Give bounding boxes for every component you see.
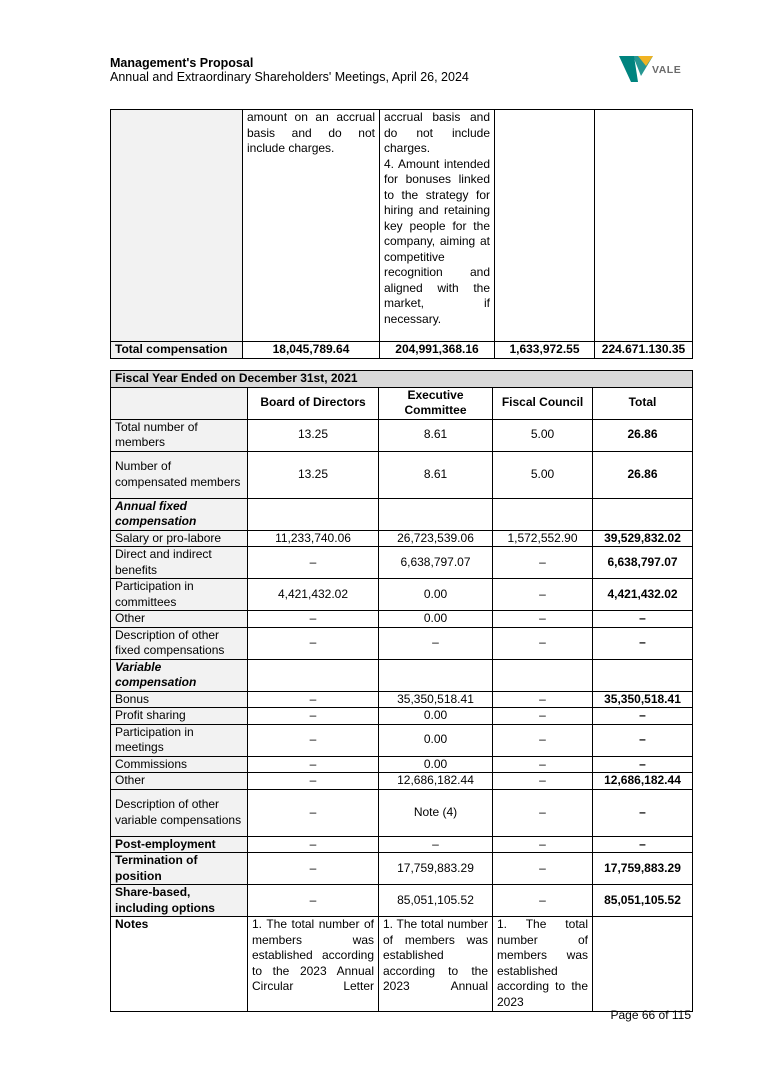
- column-header: Fiscal Council: [493, 387, 593, 419]
- table-cell: [111, 110, 243, 342]
- table-cell: 26.86: [593, 419, 693, 451]
- table-cell: 1. The total number of members was established according to the 2023 Annual: [379, 917, 493, 1012]
- table-cell: –: [248, 836, 379, 853]
- row-label: Other: [111, 611, 248, 628]
- table-cell: 35,350,518.41: [593, 691, 693, 708]
- table-cell: 12,686,182.44: [379, 773, 493, 790]
- logo-wordmark: VALE: [652, 64, 682, 76]
- table-cell: 18,045,789.64: [243, 342, 380, 359]
- table-row: [111, 885, 693, 917]
- row-label: Direct and indirect benefits: [111, 547, 248, 579]
- table-cell: 4,421,432.02: [248, 579, 379, 611]
- table-row: [111, 691, 693, 708]
- table-row: [111, 708, 693, 725]
- table-cell: [248, 498, 379, 530]
- table-cell: 17,759,883.29: [593, 853, 693, 885]
- table-cell: –: [493, 885, 593, 917]
- row-label: Notes: [111, 917, 248, 1012]
- row-label: Share-based, including options: [111, 885, 248, 917]
- table-cell: [379, 498, 493, 530]
- table-cell: –: [248, 724, 379, 756]
- cell-text: accrual basis and do not include charges.: [384, 110, 490, 155]
- table-cell: –: [593, 724, 693, 756]
- table-row: [111, 659, 693, 691]
- table-cell: –: [493, 547, 593, 579]
- row-label: Participation in committees: [111, 579, 248, 611]
- column-header: Executive Committee: [379, 387, 493, 419]
- table-cell: 8.61: [379, 419, 493, 451]
- table-cell: 6,638,797.07: [379, 547, 493, 579]
- table-cell: 204,991,368.16: [380, 342, 495, 359]
- table-cell: –: [248, 789, 379, 836]
- row-label: Post-employment: [111, 836, 248, 853]
- table-cell: 4,421,432.02: [593, 579, 693, 611]
- table-cell: 85,051,105.52: [379, 885, 493, 917]
- row-label: Annual fixed compensation: [111, 498, 248, 530]
- table-cell: –: [593, 627, 693, 659]
- row-label: Description of other variable compensations: [111, 789, 248, 836]
- table-cell: 8.61: [379, 451, 493, 498]
- table-row: [111, 627, 693, 659]
- cell-text: 4. Amount intended for bonuses linked to the strategy for hiring and retaining key people for the company, aiming at competitive recognition and aligned with the market, if necessary.: [384, 156, 490, 326]
- table-cell: 13.25: [248, 451, 379, 498]
- table-cell: 6,638,797.07: [593, 547, 693, 579]
- table-cell: –: [493, 627, 593, 659]
- vale-logo-icon: [619, 52, 653, 82]
- row-label: Total compensation: [111, 342, 243, 359]
- table-cell: 17,759,883.29: [379, 853, 493, 885]
- table-title-row: [111, 371, 693, 388]
- table-cell: –: [248, 691, 379, 708]
- row-label: Number of compensated members: [111, 451, 248, 498]
- table-cell: –: [493, 611, 593, 628]
- table-cell: [243, 110, 380, 342]
- table-cell: [593, 659, 693, 691]
- vale-logo: [619, 52, 691, 82]
- row-label: Total number of members: [111, 419, 248, 451]
- table-cell: –: [493, 836, 593, 853]
- table-cell: –: [593, 789, 693, 836]
- table-row: [111, 498, 693, 530]
- table-cell: –: [493, 773, 593, 790]
- table-cell: –: [248, 885, 379, 917]
- table-cell: 0.00: [379, 611, 493, 628]
- table-cell: 0.00: [379, 756, 493, 773]
- table-cell: 12,686,182.44: [593, 773, 693, 790]
- table-cell: 11,233,740.06: [248, 530, 379, 547]
- table-row: [111, 836, 693, 853]
- table-cell: –: [493, 579, 593, 611]
- table-cell: –: [379, 627, 493, 659]
- table-cell: –: [593, 611, 693, 628]
- table-cell: [593, 498, 693, 530]
- table-cell: 39,529,832.02: [593, 530, 693, 547]
- page-header: [110, 56, 469, 85]
- table-row: [111, 547, 693, 579]
- page-number: Page 66 of 115: [610, 1008, 691, 1022]
- table-cell: [111, 387, 248, 419]
- table-cell: [495, 110, 595, 342]
- table-cell: 35,350,518.41: [379, 691, 493, 708]
- table-cell: –: [248, 853, 379, 885]
- table-cell: [248, 659, 379, 691]
- table-cell: –: [248, 708, 379, 725]
- table-cell: 26.86: [593, 451, 693, 498]
- table-row: [111, 579, 693, 611]
- table-cell: 1,633,972.55: [495, 342, 595, 359]
- compensation-table-2021: [110, 370, 693, 1012]
- document-title: Management's Proposal: [110, 56, 254, 70]
- table-cell: 224.671.130.35: [595, 342, 693, 359]
- row-label: Description of other fixed compensations: [111, 627, 248, 659]
- row-label: Participation in meetings: [111, 724, 248, 756]
- table-cell: Note (4): [379, 789, 493, 836]
- row-label: Termination of position: [111, 853, 248, 885]
- table-cell: –: [493, 691, 593, 708]
- table-cell: –: [248, 547, 379, 579]
- table-cell: –: [248, 627, 379, 659]
- table-row: [111, 773, 693, 790]
- table-cell: [493, 659, 593, 691]
- table-cell: –: [493, 789, 593, 836]
- table-cell: –: [493, 724, 593, 756]
- row-label: Other: [111, 773, 248, 790]
- row-label: Variable compensation: [111, 659, 248, 691]
- table-cell: –: [248, 773, 379, 790]
- table-cell: 5.00: [493, 451, 593, 498]
- table-row: [111, 789, 693, 836]
- table-row: [111, 853, 693, 885]
- table-cell: 1. The total number of members was established according to the 2023 Annual Circular Letter: [248, 917, 379, 1012]
- table-cell: –: [593, 708, 693, 725]
- table-row: [111, 724, 693, 756]
- table-cell: [493, 498, 593, 530]
- table-cell: [593, 917, 693, 1012]
- total-compensation-row: [111, 342, 693, 359]
- row-label: Commissions: [111, 756, 248, 773]
- table-cell: 26,723,539.06: [379, 530, 493, 547]
- table-cell: 5.00: [493, 419, 593, 451]
- table-cell: [379, 659, 493, 691]
- notes-row: [111, 917, 693, 1012]
- column-header: Total: [593, 387, 693, 419]
- table-cell: 85,051,105.52: [593, 885, 693, 917]
- table-row: [111, 530, 693, 547]
- table-cell: [380, 110, 495, 342]
- row-label: Salary or pro-labore: [111, 530, 248, 547]
- table-row: [111, 756, 693, 773]
- table-row: [111, 419, 693, 451]
- row-label: Profit sharing: [111, 708, 248, 725]
- table-cell: –: [593, 836, 693, 853]
- document-subtitle: Annual and Extraordinary Shareholders' Meetings, April 26, 2024: [110, 70, 469, 84]
- table-title: Fiscal Year Ended on December 31st, 2021: [111, 371, 693, 388]
- table-row: [111, 110, 693, 342]
- table-cell: –: [493, 756, 593, 773]
- table-cell: –: [248, 611, 379, 628]
- table-row: [111, 451, 693, 498]
- column-header: Board of Directors: [248, 387, 379, 419]
- table-cell: 0.00: [379, 579, 493, 611]
- cell-text: amount on an accrual basis and do not include charges.: [247, 110, 375, 155]
- table-cell: –: [493, 708, 593, 725]
- table-cell: [595, 110, 693, 342]
- table-cell: 13.25: [248, 419, 379, 451]
- row-label: Bonus: [111, 691, 248, 708]
- table-row: [111, 611, 693, 628]
- table-cell: 0.00: [379, 708, 493, 725]
- table-cell: 0.00: [379, 724, 493, 756]
- table-cell: –: [593, 756, 693, 773]
- compensation-table-continued: [110, 109, 693, 359]
- table-cell: –: [493, 853, 593, 885]
- table-cell: –: [248, 756, 379, 773]
- table-header-row: [111, 387, 693, 419]
- table-cell: –: [379, 836, 493, 853]
- table-cell: 1,572,552.90: [493, 530, 593, 547]
- table-cell: 1. The total number of members was established according to the 2023: [493, 917, 593, 1012]
